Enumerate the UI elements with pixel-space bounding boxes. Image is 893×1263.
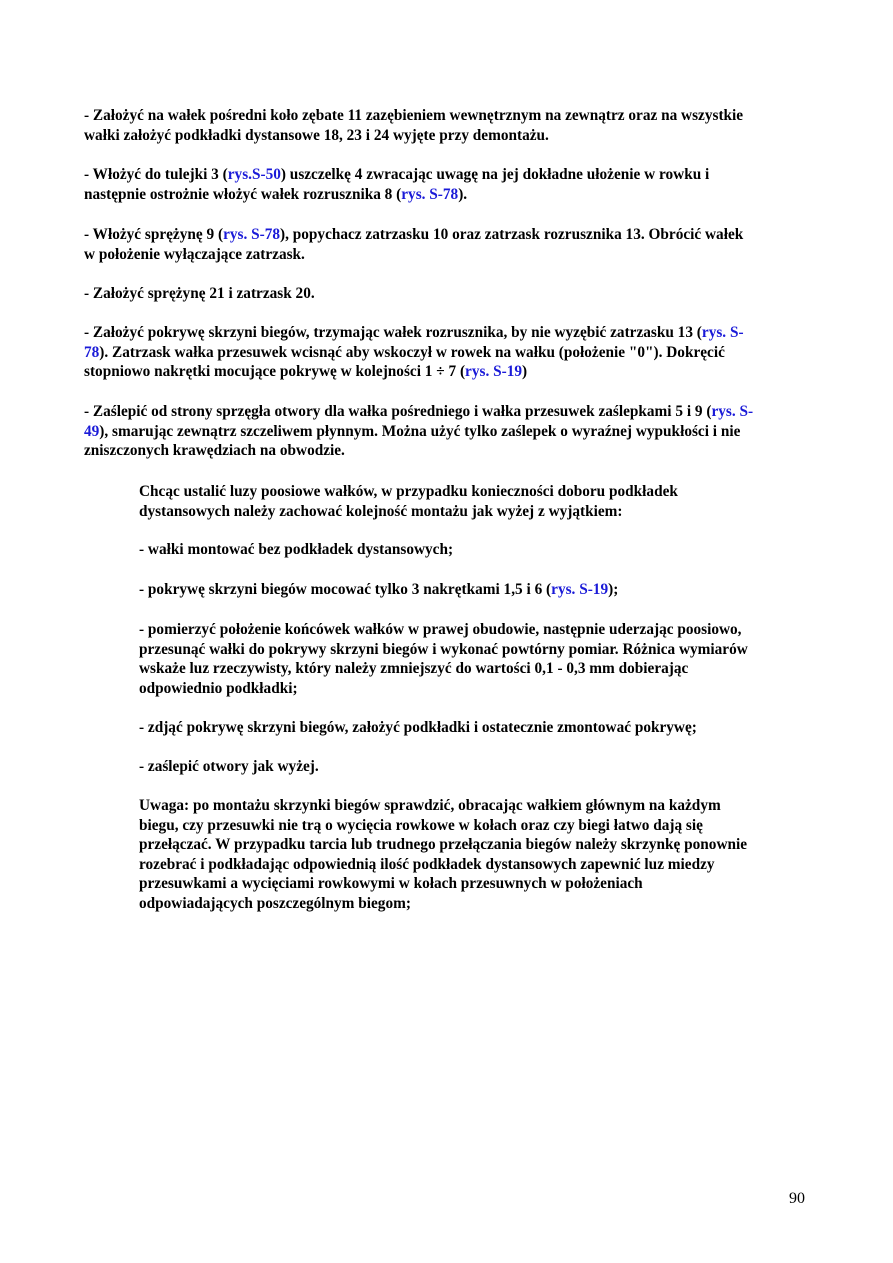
text-line	[139, 679, 748, 699]
figure-reference: rys. S-78	[223, 226, 281, 243]
text-segment: zniszczonych krawędziach na obwodzie.	[84, 442, 345, 459]
text-segment: wskaże luz rzeczywisty, który należy zmniejszyć do wartości 0,1 - 0,3 mm dobierając	[139, 660, 689, 677]
text-segment: );	[608, 581, 619, 598]
text-line	[139, 757, 319, 777]
text-segment: ).	[458, 185, 468, 203]
text-segment: - Założyć sprężynę 21 i zatrzask 20.	[84, 285, 315, 302]
paragraph-plug-openings	[84, 402, 753, 461]
paragraph-insert-seal	[84, 165, 709, 204]
text-line	[84, 106, 743, 126]
text-line	[139, 894, 747, 914]
text-segment: następnie ostrożnie włożyć wałek rozrusznika 8 (	[84, 185, 402, 203]
text-segment: ), smarując zewnątrz szczeliwem płynnym. Można użyć tylko zaślepek o wyraźnej wypukłości i nie	[99, 422, 741, 440]
text-line	[84, 284, 315, 304]
text-line	[84, 165, 709, 185]
text-segment: dystansowych należy zachować kolejność montażu jak wyżej z wyjątkiem:	[139, 502, 623, 520]
text-segment: - Włożyć sprężynę 9 (	[84, 226, 224, 243]
figure-reference: 49	[84, 422, 100, 440]
paragraph-note	[139, 796, 747, 913]
text-line	[84, 245, 743, 265]
text-line	[84, 402, 753, 422]
text-segment: - wałki montować bez podkładek dystansowych;	[139, 541, 454, 558]
text-line	[84, 343, 744, 363]
text-segment: )	[522, 363, 528, 380]
text-segment: - pokrywę skrzyni biegów mocować tylko 3 nakrętkami 1,5 i 6 (	[139, 581, 552, 598]
list-item-cover-three-nuts	[139, 580, 618, 600]
figure-reference: 78	[84, 343, 100, 361]
text-line	[139, 874, 747, 894]
text-segment: ) uszczelkę 4 zwracając uwagę na jej dokładne ułożenie w rowku i	[280, 166, 710, 183]
text-line	[139, 718, 697, 738]
text-segment: przełączać. W przypadku tarcia lub trudnego przełączania biegów należy skrzynkę ponownie	[139, 836, 748, 853]
text-segment: przesuwkami a wycięciami rowkowymi w kołach przesuwnych w położeniach	[139, 875, 643, 892]
text-line	[139, 640, 748, 660]
text-segment: stopniowo nakrętki mocujące pokrywę w kolejności 1 ÷ 7 (	[84, 363, 466, 380]
text-line	[139, 659, 748, 679]
text-segment: - zaślepić otwory jak wyżej.	[139, 758, 319, 775]
text-segment: Chcąc ustalić luzy poosiowe wałków, w przypadku konieczności doboru podkładek	[139, 483, 678, 500]
paragraph-install-gear-wheel	[84, 106, 743, 145]
list-item-plug-again	[139, 757, 319, 777]
paragraph-axial-play-intro	[139, 482, 678, 521]
text-line	[84, 225, 743, 245]
list-item-remove-cover	[139, 718, 697, 738]
text-line	[84, 126, 743, 146]
text-segment: ), popychacz zatrzasku 10 oraz zatrzask rozrusznika 13. Obrócić wałek	[280, 226, 744, 243]
figure-reference: rys. S-	[701, 324, 744, 341]
text-segment: - zdjąć pokrywę skrzyni biegów, założyć podkładki i ostatecznie zmontować pokrywę;	[139, 719, 697, 736]
text-line	[84, 185, 709, 205]
text-segment: - Założyć pokrywę skrzyni biegów, trzymając wałek rozrusznika, by nie wyzębić zatrzasku 13 (	[84, 324, 702, 341]
text-line	[139, 816, 747, 836]
text-segment: odpowiadających poszczególnym biegom;	[139, 894, 411, 912]
text-line	[84, 422, 753, 442]
paragraph-gearbox-cover	[84, 323, 744, 382]
text-line	[139, 855, 747, 875]
text-segment: odpowiednio podkładki;	[139, 679, 298, 697]
text-segment: - Włożyć do tulejki 3 (	[84, 166, 228, 183]
list-item-measure-ends	[139, 620, 748, 698]
text-segment: - pomierzyć położenie końcówek wałków w prawej obudowie, następnie uderzając poosiowo,	[139, 621, 742, 638]
text-segment: w położenie wyłączające zatrzask.	[84, 245, 305, 263]
text-segment: rozebrać i podkładając odpowiednią ilość podkładek dystansowych zapewnić luz miedzy	[139, 855, 715, 873]
text-line	[139, 482, 678, 502]
text-segment: wałki założyć podkładki dystansowe 18, 23 i 24 wyjęte przy demontażu.	[84, 126, 549, 144]
page-number: 90	[789, 1190, 805, 1207]
text-segment: przesunąć wałki do pokrywy skrzyni biegów i wykonać powtórny pomiar. Różnica wymiarów	[139, 640, 748, 658]
paragraph-insert-spring	[84, 225, 743, 264]
text-segment: - Założyć na wałek pośredni koło zębate 11 zazębieniem wewnętrznym na zewnątrz oraz na wszystkie	[84, 107, 744, 124]
text-line	[139, 502, 678, 522]
list-item-no-spacers	[139, 540, 453, 560]
paragraph-spring-latch	[84, 284, 315, 304]
text-line	[139, 620, 748, 640]
text-segment: biegu, czy przesuwki nie trą o wycięcia rowkowe w kołach oraz czy biegi łatwo dają się	[139, 816, 703, 834]
text-segment: Uwaga: po montażu skrzynki biegów sprawdzić, obracając wałkiem głównym na każdym	[139, 797, 721, 814]
figure-reference: rys. S-19	[551, 581, 609, 598]
figure-reference: rys. S-78	[401, 185, 459, 203]
figure-reference: rys. S-	[711, 403, 754, 420]
text-line	[139, 835, 747, 855]
figure-reference: rys. S-19	[465, 363, 522, 380]
figure-reference: rys.S-50	[227, 166, 281, 183]
text-line	[84, 441, 753, 461]
text-line	[84, 362, 744, 382]
text-segment: ). Zatrzask wałka przesuwek wcisnąć aby wskoczył w rowek na wałku (położenie "0"). Dokręcić	[99, 343, 725, 361]
text-line	[139, 540, 453, 560]
text-line	[139, 796, 747, 816]
text-line	[139, 580, 618, 600]
text-line	[84, 323, 744, 343]
text-segment: - Zaślepić od strony sprzęgła otwory dla wałka pośredniego i wałka przesuwek zaślepkami 5 i 9 (	[84, 403, 712, 420]
